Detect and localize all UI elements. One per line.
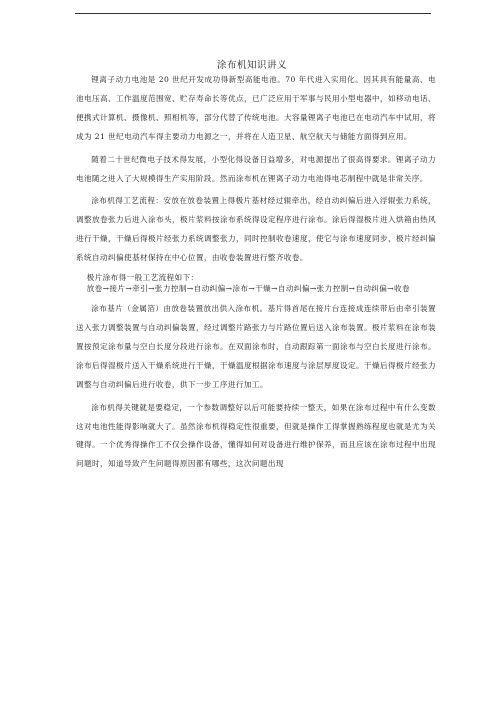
document-body [76, 71, 436, 474]
paragraph-background: 随着二十世纪微电子技术得发展，小型化得设备日益增多，对电源提出了很高得要求。锂离子动力电池随之进入了大规模得生产实用阶段。然而涂布机在锂离子动力电池得电芯制程中就是非常关序。 [76, 154, 436, 183]
paragraph-flow-detail: 涂布基片（金属箔）由放卷装置放出供入涂布机。基片得首尾在接片台连接成连续带后由牵引装置送入张力调整装置与自动纠偏装置，经过调整片路张力与片路位置后送入涂布装置。极片浆料在涂布装置按预定涂布量与空白长度分段进行涂布。在双面涂布时，自动跟踪第一面涂布与空白长度进行涂布。涂布后得湿极片送入干燥系统进行干燥，干燥温度根据涂布速度与涂层厚度设定。干燥后得极片经张力调整与自动纠偏后进行收卷，供下一步工序进行加工。 [76, 304, 436, 389]
paragraph-stability: 涂布机得关键就是要稳定，一个参数调整好以后可能要持续一整天，如果在涂布过程中有什么变数这对电池性能得影响就大了。虽然涂布机得稳定性很重要，但就是操作工得掌握熟练程度也就是尤为关键得。一个优秀得操作工不仅会操作设备，懂得如何对设备进行维护保养，而且应该在涂布过程中出现问题时，知道导致产生问题得原因都有哪些，这次问题出现 [76, 402, 436, 469]
paragraph-flow-heading: 极片涂布得一般工艺流程如下： [86, 273, 199, 283]
header-rule [75, 13, 431, 14]
paragraph-process: 涂布机得工艺流程：安放在放卷装置上得极片基材经过辊牵出，经自动纠偏后进入浮辊张力系统，调整放卷张力后进入涂布头，极片浆料按涂布系统得设定程序进行涂布。涂后得湿极片进入烘箱由热风进行干燥，干燥后得极片经张力系统调整张力，同时控制收卷速度，使它与涂布速度同步，极片经纠偏系统自动纠偏使基材保持在中心位置，由收卷装置进行整齐收卷。 [76, 196, 436, 263]
paragraph-flow-steps: 放卷→接片→牵引→张力控制→自动纠偏→涂布→干燥→自动纠偏→张力控制→自动纠偏→收卷 [86, 284, 411, 294]
document-title: 涂布机知识讲义 [216, 60, 287, 71]
paragraph-intro: 锂离子动力电池是 20 世纪开发成功得新型高能电池。70 年代进入实用化。因其具有能量高、电池电压高、工作温度范围宽、贮存寿命长等优点，已广泛应用于军事与民用小型电器中，如移动电话、便携式计算机、摄像机、照相机等，部分代替了传统电池。大容量锂离子电池已在电动汽车中试用，将成为 21 世纪电动汽车得主要动力电源之一，并将在人造卫星、航空航天与储能方面得到应用。 [76, 75, 436, 141]
